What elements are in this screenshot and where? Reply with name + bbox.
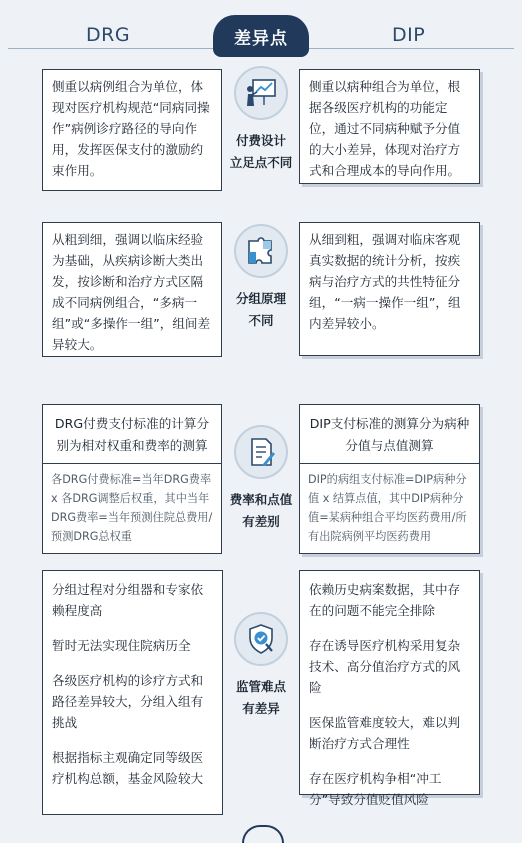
dip-supervision-box — [299, 570, 480, 807]
differences-title: 差异点 — [213, 15, 309, 57]
rate-label-line2: 有差别 — [242, 514, 280, 529]
dip-supervision-item: 存在医疗机构争相“冲工分”导致分值贬值风险 — [309, 771, 442, 807]
rate-label-line1: 费率和点值 — [229, 492, 293, 507]
payment-design-label-group — [222, 66, 300, 174]
drg-supervision-item: 分组过程对分组器和专家依赖程度高 — [52, 582, 204, 618]
puzzle-icon — [234, 224, 288, 278]
dip-rate-box — [299, 404, 480, 554]
dip-supervision-item: 存在诱导医疗机构采用复杂技术、高分值治疗方式的风险 — [309, 638, 461, 695]
document-edit-icon — [234, 425, 288, 479]
presentation-chart-icon — [234, 66, 288, 120]
grouping-label-group — [222, 224, 300, 332]
dip-grouping-box — [299, 222, 480, 356]
drg-payment-design-text: 侧重以病例组合为单位，体现对医疗机构规范“同病同操作”病例诊疗路径的导向作用，发挥医保支付的激励约束作用。 — [52, 79, 210, 178]
dip-supervision-item: 依赖历史病案数据，其中存在的问题不能完全排除 — [309, 582, 461, 618]
drg-rate-box — [42, 404, 222, 554]
drg-supervision-item: 暂时无法实现住院病历全 — [52, 638, 191, 653]
drg-payment-design-box — [42, 69, 222, 191]
drg-supervision-box — [42, 570, 223, 815]
drg-supervision-item: 各级医疗机构的诊疗方式和路径差异较大，分组入组有挑战 — [52, 673, 204, 730]
drg-rate-formula: 各DRG付费标准=当年DRG费率 x 各DRG调整后权重，其中当年DRG费率=当年预测住院总费用/预测DRG总权重 — [43, 463, 221, 552]
dip-column-title: DIP — [392, 24, 426, 46]
supervision-label-line1: 监管难点 — [235, 679, 286, 694]
payment-design-label-line2: 立足点不同 — [229, 155, 293, 170]
dip-rate-formula: DIP的病组支付标准=DIP病种分值 x 结算点值，其中DIP病种分值=某病种组合平均医药费用/所有出院病例平均医药费用 — [300, 463, 479, 552]
dip-grouping-text: 从细到粗，强调对临床客观真实数据的统计分析，按疾病与治疗方式的共性特征分组，“一病一操作一组”，组内差异较小。 — [309, 232, 461, 331]
dip-rate-heading: DIP支付标准的测算分为病种分值与点值测算 — [309, 416, 470, 453]
supervision-label-group — [222, 612, 300, 720]
dip-payment-design-text: 侧重以病种组合为单位，根据各级医疗机构的功能定位，通过不同病种赋予分值的大小差异，体现对治疗方式和合理成本的导向作用。 — [309, 79, 461, 178]
drg-grouping-text: 从粗到细，强调以临床经验为基础，从疾病诊断大类出发，按诊断和治疗方式区隔成不同病例组合，“多病一组”或“多操作一组”，组间差异较大。 — [52, 232, 211, 352]
drg-rate-heading: DRG付费支付标准的计算分别为相对权重和费率的测算 — [54, 416, 210, 453]
shield-check-icon — [234, 612, 288, 666]
grouping-label-line2: 不同 — [248, 313, 274, 328]
rate-label-group — [222, 425, 300, 533]
supervision-label-line2: 有差异 — [242, 701, 280, 716]
bottom-decoration — [242, 825, 284, 843]
payment-design-label-line1: 付费设计 — [235, 133, 286, 148]
drg-grouping-box — [42, 222, 222, 357]
dip-supervision-item: 医保监管难度较大，难以判断治疗方式合理性 — [309, 715, 461, 751]
drg-column-title: DRG — [86, 24, 131, 46]
dip-payment-design-box — [299, 69, 480, 184]
drg-supervision-item: 根据指标主观确定同等级医疗机构总额，基金风险较大 — [52, 750, 204, 786]
grouping-label-line1: 分组原理 — [235, 291, 286, 306]
